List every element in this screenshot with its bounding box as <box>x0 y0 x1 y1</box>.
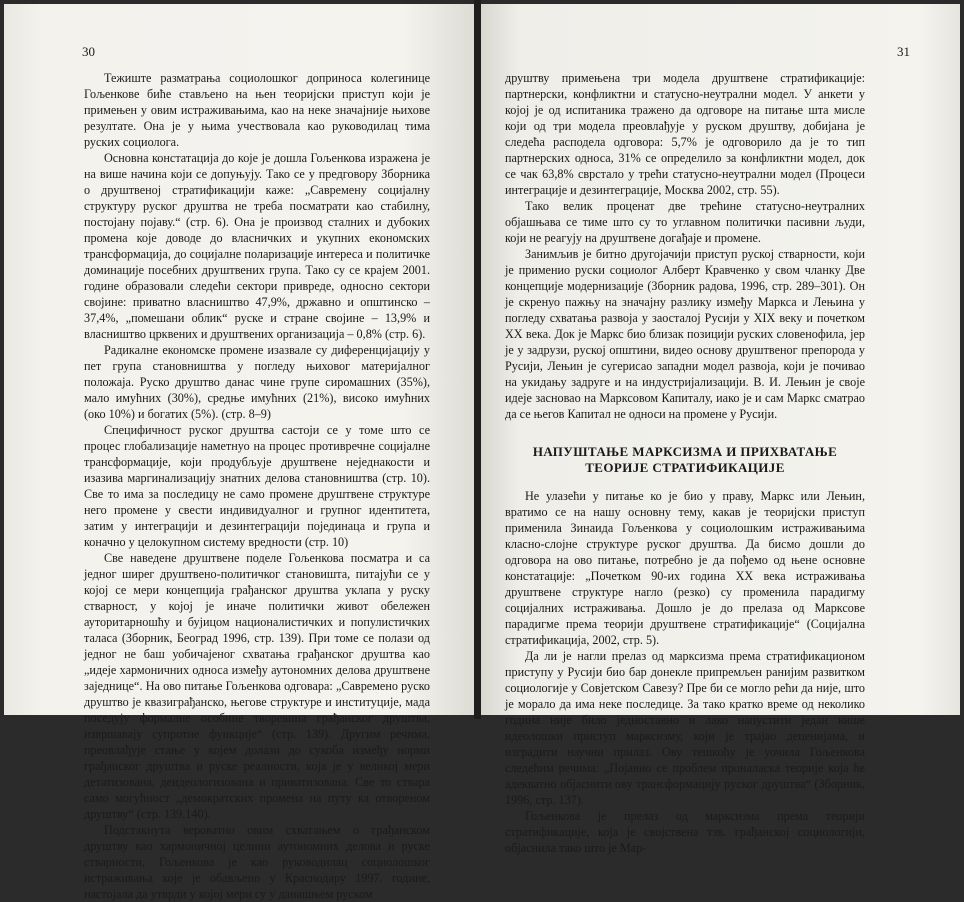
book-gutter <box>474 0 481 719</box>
paragraph: Подстакнута вероватно овим схватањем о грађанском друштву као хармоничној целини аутономних делова и руске стварности, Гољенкова је као руководилац социолошког истраживања које је обављено у Краснодару 1997. године, настојала да утврди у којој мери су у данашњем руском <box>84 823 430 901</box>
left-page <box>4 4 474 901</box>
section-heading-line: НАПУШТАЊЕ МАРКСИЗМА И ПРИХВАТАЊЕ <box>532 444 838 459</box>
right-page <box>481 4 960 855</box>
paragraph: Тако велик проценат две трећине статусно-неутралних објашњава се тиме што су то углавном политички пасивни људи, који не реагују на друштвене догађаје и промене. <box>505 199 865 245</box>
paragraph: Не улазећи у питање ко је био у праву, Маркс или Лењин, вратимо се на нашу основну тему, какав је теоријски приступ применила Зинаида Гољенкова у социолошким истраживањима класно-слојне структуре руског друштва. Да бисмо дошли до одговора на ово питање, потребно је да пођемо од њене основне констатације: „Почетком 90-их година XX века истраживања друштвене структуре нагло (резко) су променила парадигму социјалних истраживања. Дошло је до прелаза од Марксове парадигме према теорији друштвене стратификације“ (Социјална стратификација, 2002, стр. 5). <box>505 489 865 647</box>
paragraph: Да ли је нагли прелаз од марксизма према стратификационом приступу у Русији био бар донекле припремљен ранијим развитком социологије у Совјетском Савезу? Пре би се могло рећи да није, што је морало да има неке последице. За тако кратко време од неколико година није било једноставно и лако напустити један више идеолошки приступ марксизму, који је трајао деценијама, и изградити научни прилаз. Ову тешкоћу је уочила Гољенкова следећим речима: „Појавио се проблем проналаска теорије која ће адекватно објаснити ову трансформацију руског друштва“ (Зборник, 1996, стр. 137). <box>505 649 865 807</box>
section-heading <box>505 444 865 476</box>
left-page-text <box>84 70 430 902</box>
paragraph: друштву примењена три модела друштвене стратификације: партнерски, конфликтни и статусно-неутрални модел. У анкети у којој је од испитаника тражено да одговоре на питање шта мисле који од три модела преовлађује у руском друштву, добијана је следећа расподела одговора: 5,7% је одговорило да је то тип партнерских односа, 31% се определило за конфликтни модел, док се чак 63,8% сврстало у трећи статусно-неутрални модел (Процеси интеграције и дезинтеграције, Москва 2002, стр. 55). <box>505 71 865 197</box>
section-heading-line: ТЕОРИЈЕ СТРАТИФИКАЦИЈЕ <box>585 460 785 475</box>
paragraph: Гољенкова је прелаз од марксизма према теорији стратификације, која је својствена тзв. грађанској социологији, објаснила тако што је Мар- <box>505 809 865 855</box>
paragraph: Занимљив је битно другојачији приступ руској стварности, који је применио руски социолог Алберт Кравченко у свом чланку Две концепције модернизације (Зборник радова, 1996, стр. 289–301). Он је скренуо пажњу на значајну разлику између Маркса и Лењина у погледу схватања развоја у заосталој Русији у XIX веку и почетком XX века. Док је Маркс био близак позицији руских словенофила, јер је у задрузи, руској општини, видео основу друштвеног препорода у Русији, Лењин је сугерисао западни модел развоја, који је почивао на укидању задруге и на индустријализацији. В. И. Лењин је своје идеје засновао на Марксовом Капиталу, иако је и сам Маркс сматрао да се његов Капитал не односи на промене у Русији. <box>505 247 865 421</box>
right-page-text <box>505 70 865 856</box>
page-number-right: 31 <box>897 44 910 59</box>
paragraph: Радикалне економске промене изазвале су диференцијацију у пет група становништва у погледу њиховог материјалног положаја. Руско друштво данас чине групе сиромашних (35%), мало имућних (30%), средње имућних (21%), високо имућних (око 10%) и богатих (5%). (стр. 8–9) <box>84 343 430 421</box>
paragraph: Основна констатација до које је дошла Гољенкова изражена је на више начина који се допуњују. Тако се у предговору Зборника о друштвеној стратификацији каже: „Савремену социјалну структуру руског друштва не треба посматрати као стабилну, постојану појаву.“ (стр. 6). Она је производ сталних и дубоких промена које доводе до власничких и укупних економских трансформација, до социјалне поларизације интереса и политичке доминације посебних друштвених група. Тако су се крајем 2001. године образовали следећи сектори привреде, односно сектори својине: приватно власништво 47,9%, државно и општинско – 37,4%, „помешани облик“ руске и стране својине – 13,9% и власништво црквених и друштвених организација – 0,8% (стр. 6). <box>84 151 430 341</box>
paragraph: Специфичност руског друштва састоји се у томе што се процес глобализације наметнуо на процес противречне социјалне трансформације, који продубљује друштвене неједнакости и изазива маргинализацију знатних делова становништва (стр. 10). Све то има за последицу не само промене друштвене структуре него промене у свести индивидуалног и групног идентитета, затим у интеграцији и дезинтеграцији појединаца и група и коначно у целокупном систему вредности (стр. 10) <box>84 423 430 549</box>
paragraph: Све наведене друштвене поделе Гољенкова посматра и са једног ширег друштвено-политичког становишта, питајући се у којој се мери концепција грађанског друштва уклапа у руску стварност, у којој је иначе политички живот обележен ауторитарношћу и бујицом националистичких и популистичких таласа (Зборник, Београд 1996, стр. 139). При томе се полази од једног не баш уобичајеног схватања грађанског друштва као „идеје хармоничних односа између аутономних делова друштвене заједнице“. На ово питање Гољенкова одговара: „Савремено руско друштво је квазиграђанско, његове структуре и институције, мада поседују формалне особине творевина грађанског друштва, извршавају супротне функције“ (стр. 139). Другим речима, преовлађује стање у којем долази до сукоба између норми грађанског друштва и руске реалности, која је у великој мери детатизована, деидеологизована и приватизована. Све то ствара само могућност „демократских промена на путу ка отвореном друштву“ (стр. 139.140). <box>84 551 430 821</box>
page-number-left: 30 <box>82 44 95 59</box>
paragraph: Тежиште разматрања социолошког доприноса колегинице Гољенкове биће стављено на њен теоријски приступ који је примењен у овим истраживањима, као на неке значајније њихове резултате. Она је у њима учествовала као руководилац тима руских социолога. <box>84 71 430 149</box>
